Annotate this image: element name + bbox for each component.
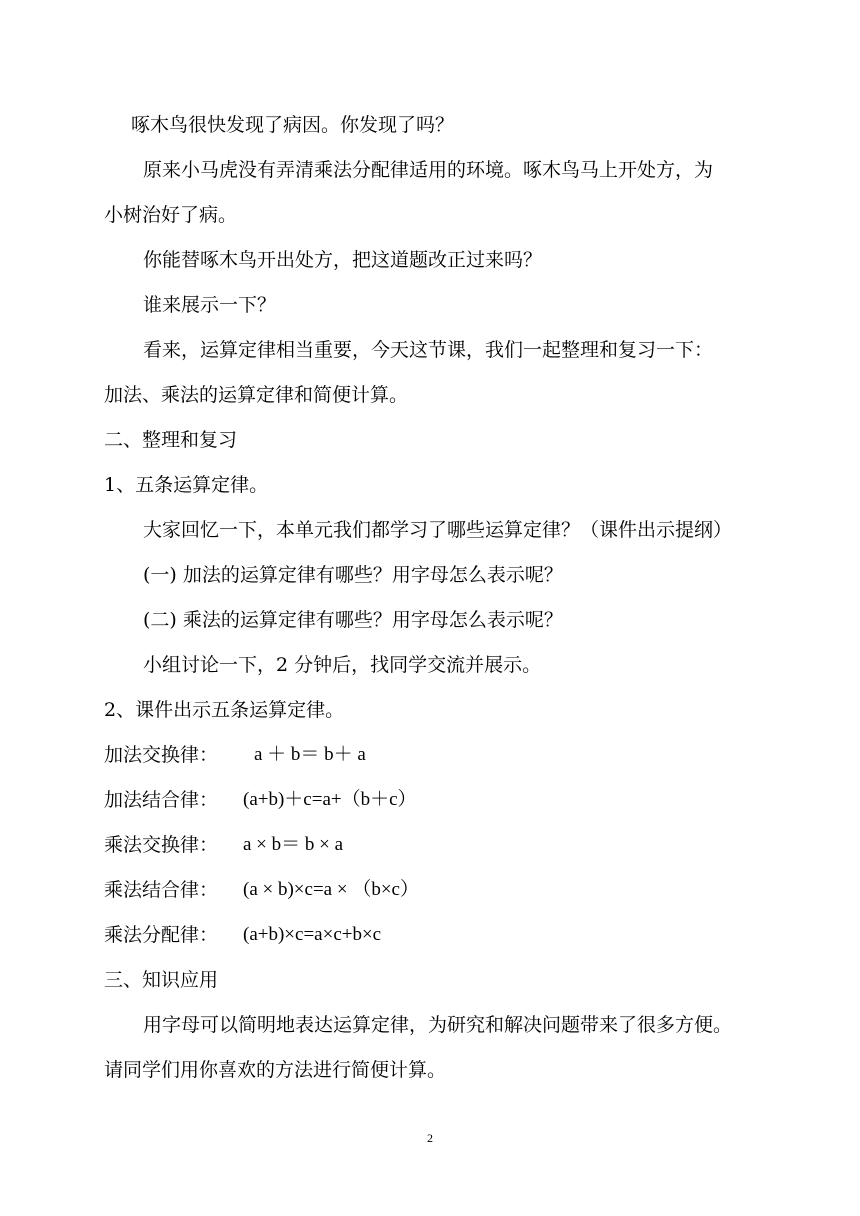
paragraph-line: 小树治好了病。 — [104, 204, 238, 226]
paragraph-line: 谁来展示一下？ — [143, 294, 277, 316]
paragraph-line: 大家回忆一下，本单元我们都学习了哪些运算定律？（课件出示提纲） — [143, 519, 733, 541]
law-formula: (a × b)×c=a × （b×c） — [243, 879, 419, 900]
law-name: 乘法分配律： — [104, 924, 219, 946]
law-formula: (a+b)＋c=a+（b＋c） — [243, 789, 417, 810]
law-row-multiplication-commutative — [104, 833, 604, 857]
law-row-multiplication-distributive — [104, 923, 604, 947]
law-name: 乘法结合律： — [104, 879, 219, 901]
section-heading: 二、整理和复习 — [104, 429, 238, 451]
law-name: 加法交换律： — [104, 744, 219, 766]
law-formula: a ＋ b＝ b＋ a — [254, 744, 366, 765]
law-formula: a × b＝ b × a — [243, 834, 344, 855]
paragraph-line: 小组讨论一下，2 分钟后，找同学交流并展示。 — [143, 654, 542, 676]
subsection-heading: 1、五条运算定律。 — [104, 474, 269, 496]
law-name: 加法结合律： — [104, 789, 219, 811]
paragraph-line: 你能替啄木鸟开出处方，把这道题改正过来吗？ — [143, 249, 543, 271]
page-number: 2 — [427, 1131, 433, 1145]
subsection-heading: 2、课件出示五条运算定律。 — [104, 699, 345, 721]
paragraph-line: 原来小马虎没有弄清乘法分配律适用的环境。啄木鸟马上开处方，为 — [143, 159, 714, 181]
paragraph-line: 啄木鸟很快发现了病因。你发现了吗？ — [131, 114, 455, 136]
law-formula: (a+b)×c=a×c+b×c — [243, 924, 382, 945]
outline-item: (二) 乘法的运算定律有哪些？用字母怎么表示呢？ — [143, 609, 563, 631]
section-heading: 三、知识应用 — [104, 969, 219, 991]
law-row-multiplication-associative — [104, 878, 604, 902]
law-row-addition-associative — [104, 788, 604, 812]
outline-item: (一) 加法的运算定律有哪些？用字母怎么表示呢？ — [143, 564, 563, 586]
law-row-addition-commutative — [104, 743, 604, 767]
paragraph-line: 看来，运算定律相当重要，今天这节课，我们一起整理和复习一下： — [143, 339, 714, 361]
law-name: 乘法交换律： — [104, 834, 219, 856]
paragraph-line: 请同学们用你喜欢的方法进行简便计算。 — [104, 1059, 447, 1081]
paragraph-line: 加法、乘法的运算定律和简便计算。 — [104, 384, 409, 406]
paragraph-line: 用字母可以简明地表达运算定律，为研究和解决问题带来了很多方便。 — [143, 1014, 733, 1036]
